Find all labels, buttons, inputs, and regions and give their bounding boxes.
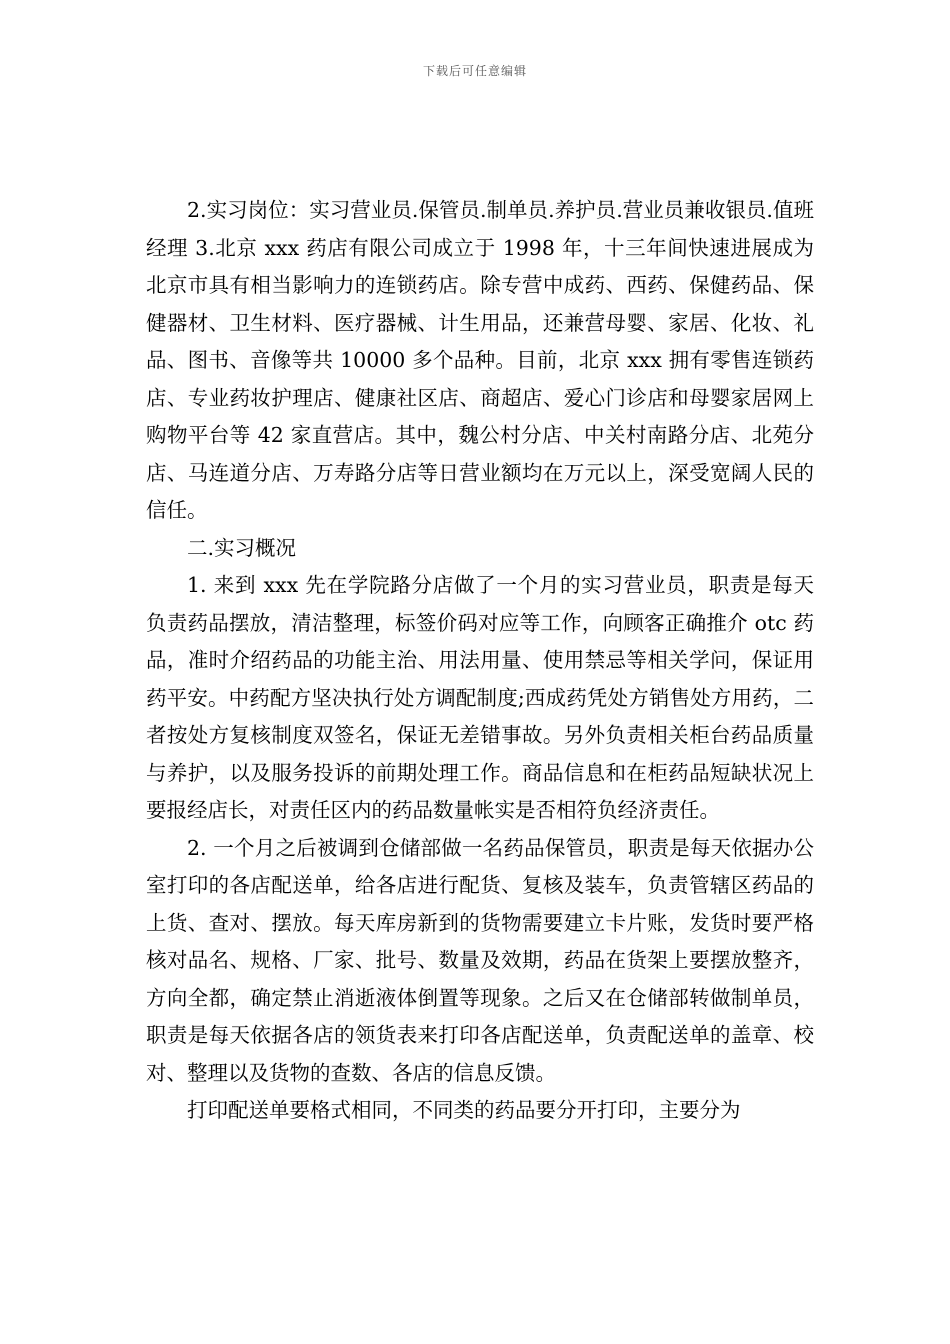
page-header-note: 下载后可任意编辑 <box>422 64 527 78</box>
section-heading-internship-overview: 二.实习概况 <box>187 535 297 560</box>
paragraph-company-intro: 2.实习岗位：实习营业员.保管员.制单员.养护员.营业员兼收银员.值班经理 3.北京 xxx 药店有限公司成立于 1998 年，十三年间快速进展成为北京市具有相当影响力的连锁药店。除专营中成药、西药、保健药品、保健器材、卫生材料、医疗器械、计生用品，还兼营母婴、家居、化妆、礼品、图书、音像等共 10000 多个品种。目前，北京 xxx 拥有零售连锁药店、专业药妆护理店、健康社区店、商超店、爱心门诊店和母婴家居网上购物平台等 42 家直营店。其中，魏公村分店、中关村南路分店、北苑分店、马连道分店、万寿路分店等日营业额均在万元以上，深受宽阔人民的信任。 <box>146 198 814 522</box>
paragraph-delivery-printing: 打印配送单要格式相同，不同类的药品要分开打印，主要分为 <box>187 1098 741 1122</box>
document-body <box>146 192 814 1130</box>
paragraph-warehouse-duties: 2. 一个月之后被调到仓储部做一名药品保管员，职责是每天依据办公室打印的各店配送单，给各店进行配货、复核及装车，负责管辖区药品的上货、查对、摆放。每天库房新到的货物需要建立卡片账，发货时要严格核对品名、规格、厂家、批号、数量及效期，药品在货架上要摆放整齐，方向全都，确定禁止消逝液体倒置等现象。之后又在仓储部转做制单员，职责是每天依据各店的领货表来打印各店配送单，负责配送单的盖章、校对、整理以及货物的查数、各店的信息反馈。 <box>146 835 814 1085</box>
paragraph-salesperson-duties: 1. 来到 xxx 先在学院路分店做了一个月的实习营业员，职责是每天负责药品摆放，清洁整理，标签价码对应等工作，向顾客正确推介 otc 药品，准时介绍药品的功能主治、用法用量、使用禁忌等相关学问，保证用药平安。中药配方坚决执行处方调配制度;西成药凭处方销售处方用药，二者按处方复核制度双签名，保证无差错事故。另外负责相关柜台药品质量与养护，以及服务投诉的前期处理工作。商品信息和在柜药品短缺状况上要报经店长，对责任区内的药品数量帐实是否相符负经济责任。 <box>146 573 814 822</box>
